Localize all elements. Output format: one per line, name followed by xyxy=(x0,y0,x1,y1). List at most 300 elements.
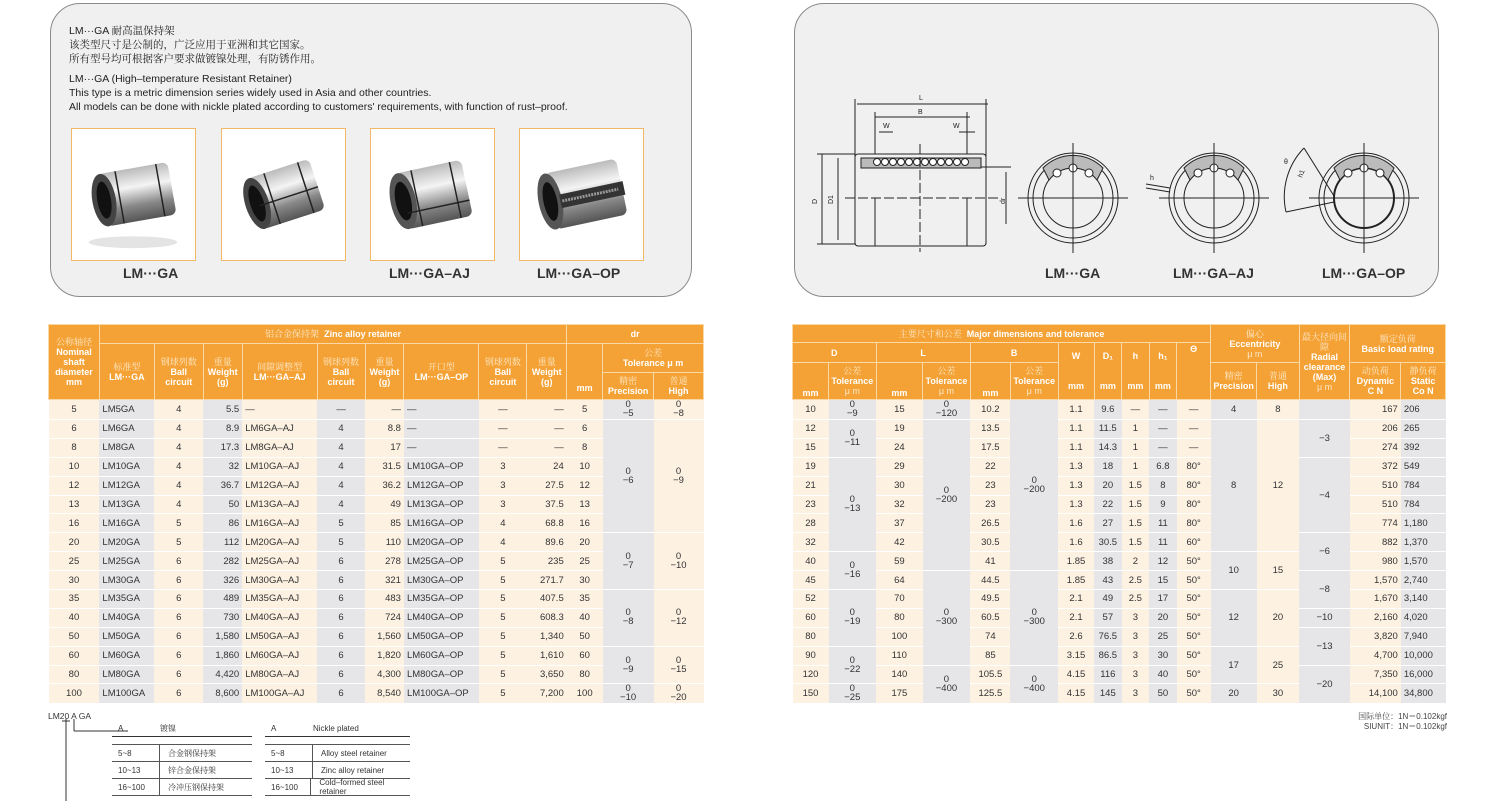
cell: 1.3 xyxy=(1058,495,1094,514)
dimensions-table-body xyxy=(793,400,1446,704)
col-D-tol: 公差 Tolerance μ m xyxy=(829,363,877,400)
cell: LM13GA xyxy=(99,495,154,514)
cell: — xyxy=(365,400,404,420)
cell: 8.8 xyxy=(365,420,404,439)
cell: 1,580 xyxy=(203,627,242,646)
cell: 4 xyxy=(317,438,365,457)
table-row xyxy=(49,684,704,704)
col-h1: h₁ mm xyxy=(1149,343,1177,400)
cell: 36.2 xyxy=(365,476,404,495)
table-row xyxy=(49,533,704,552)
cell: 372 xyxy=(1350,457,1401,476)
cell: 24 xyxy=(876,438,923,457)
cell: 6 xyxy=(317,571,365,590)
cell: 3,650 xyxy=(527,665,567,684)
cell: 50° xyxy=(1177,590,1211,609)
bearing-photo-ga-op xyxy=(519,128,644,261)
cell: 4 xyxy=(479,514,527,533)
cell: 4 xyxy=(479,533,527,552)
L-tolerance-cell: 0 −300 xyxy=(923,571,971,665)
cell: 1,570 xyxy=(1401,552,1446,571)
cell: — xyxy=(404,420,479,439)
cell: LM50GA–AJ xyxy=(242,627,317,646)
svg-text:h1: h1 xyxy=(1297,168,1307,179)
cell: 3,140 xyxy=(1401,590,1446,609)
col-ball: 钢球列数 Ball circuit xyxy=(154,344,203,400)
table-row xyxy=(49,646,704,665)
cell: 60 xyxy=(793,608,829,627)
unit-note-en: SIUNIT：1N＝0.102kgf xyxy=(1363,722,1447,731)
cell: 2.1 xyxy=(1058,608,1094,627)
unit-note xyxy=(1358,712,1447,732)
cell: 8,540 xyxy=(365,684,404,704)
D-tolerance-cell: 0 −11 xyxy=(829,420,877,458)
col-B: B xyxy=(970,343,1058,363)
cell: 5 xyxy=(479,608,527,627)
ecc-precision-cell: 4 xyxy=(1211,400,1257,420)
table-row xyxy=(793,571,1446,590)
cell: 4 xyxy=(317,495,365,514)
cell: 549 xyxy=(1401,457,1446,476)
cell: 40 xyxy=(49,608,100,627)
radial-clearance-cell: −8 xyxy=(1299,571,1350,609)
cell: 15 xyxy=(1149,571,1177,590)
cell: 3.15 xyxy=(1058,646,1094,665)
cell: 321 xyxy=(365,571,404,590)
cell: LM25GA–OP xyxy=(404,552,479,571)
radial-clearance-cell xyxy=(1299,400,1350,420)
cell: 37 xyxy=(876,514,923,533)
cell: 50° xyxy=(1177,552,1211,571)
cell: — xyxy=(1177,420,1211,439)
svg-text:D1: D1 xyxy=(828,195,835,204)
col-std: 标准型 LM···GA xyxy=(99,344,154,400)
cell: 5 xyxy=(567,400,603,420)
cell: 13 xyxy=(567,495,603,514)
ecc-precision-cell: 10 xyxy=(1211,552,1257,590)
cell: 49 xyxy=(1094,590,1122,609)
cell: 6 xyxy=(154,646,203,665)
cell: 40 xyxy=(1149,665,1177,684)
table-row xyxy=(49,400,704,420)
cell: 12 xyxy=(1149,552,1177,571)
cell: 17.5 xyxy=(970,438,1010,457)
cell: 4.15 xyxy=(1058,665,1094,684)
cell: 64 xyxy=(876,571,923,590)
dr-high-cell: 0 −9 xyxy=(654,420,704,533)
cell: 1.5 xyxy=(1122,514,1150,533)
cell: — xyxy=(1177,438,1211,457)
cell: 31.5 xyxy=(365,457,404,476)
cell: 10 xyxy=(567,457,603,476)
col-tolerance: 公差 Tolerance μ m xyxy=(603,344,704,373)
cell: 489 xyxy=(203,590,242,609)
dr-precision-cell: 0 −9 xyxy=(603,646,654,684)
ecc-precision-cell: 8 xyxy=(1211,420,1257,552)
cell: 7,200 xyxy=(527,684,567,704)
cell: 3 xyxy=(479,476,527,495)
cell: 42 xyxy=(876,533,923,552)
cell: 274 xyxy=(1350,438,1401,457)
cell: 1,670 xyxy=(1350,590,1401,609)
col-D: D xyxy=(793,343,877,363)
cell: 80 xyxy=(567,665,603,684)
intro-description xyxy=(69,24,568,114)
L-tolerance-cell: 0 −120 xyxy=(923,400,971,420)
cell: 730 xyxy=(203,608,242,627)
cell: 265 xyxy=(1401,420,1446,439)
cell: 1.1 xyxy=(1058,420,1094,439)
cell: LM12GA xyxy=(99,476,154,495)
cell: 35 xyxy=(49,590,100,609)
cell: 28 xyxy=(793,514,829,533)
cell: 5 xyxy=(49,400,100,420)
cell: 68.8 xyxy=(527,514,567,533)
cell: 5 xyxy=(317,533,365,552)
cell: LM40GA xyxy=(99,608,154,627)
cell: 41 xyxy=(970,552,1010,571)
col-weight: 重量 Weight (g) xyxy=(203,344,242,400)
cell: 5.5 xyxy=(203,400,242,420)
cell: 2,160 xyxy=(1350,608,1401,627)
drawing-caption-ga: LM···GA xyxy=(1045,265,1101,281)
cell: 30.5 xyxy=(970,533,1010,552)
col-theta: Θ xyxy=(1177,343,1211,400)
table-row xyxy=(49,420,704,439)
cell: 784 xyxy=(1401,495,1446,514)
radial-clearance-cell: −3 xyxy=(1299,420,1350,458)
col-D1: D₁ mm xyxy=(1094,343,1122,400)
model-code: LM20 A GA xyxy=(48,711,91,721)
cell: 60.5 xyxy=(970,608,1010,627)
cell: 3 xyxy=(1122,646,1150,665)
col-load-rating: 额定负荷 Basic load rating xyxy=(1350,325,1446,363)
col-weight: 重量 Weight (g) xyxy=(365,344,404,400)
cell: LM16GA–AJ xyxy=(242,514,317,533)
caption-ga: LM···GA xyxy=(123,265,179,281)
cell: 24 xyxy=(527,457,567,476)
ecc-precision-cell: 17 xyxy=(1211,646,1257,684)
cell: LM100GA–OP xyxy=(404,684,479,704)
intro-en-line: All models can be done with nickle plated according to customers' requirements, with function of rust–proof. xyxy=(69,101,568,113)
cell: 1 xyxy=(1122,420,1150,439)
cell: 74 xyxy=(970,627,1010,646)
cell: 510 xyxy=(1350,476,1401,495)
cell: LM20GA xyxy=(99,533,154,552)
cell: 50 xyxy=(567,627,603,646)
cell: 49 xyxy=(365,495,404,514)
caption-ga-aj: LM···GA–AJ xyxy=(389,265,470,281)
group-dr: dr xyxy=(567,325,704,344)
cell: 3 xyxy=(1122,665,1150,684)
L-tolerance-cell: 0 −200 xyxy=(923,420,971,571)
cell: 3 xyxy=(1122,627,1150,646)
col-nominal: 公称轴径 Nominal shaft diameter mm xyxy=(49,325,100,400)
intro-en-title: LM···GA (High–temperature Resistant Retainer) xyxy=(69,73,292,85)
cell: 4,020 xyxy=(1401,608,1446,627)
cell: LM30GA xyxy=(99,571,154,590)
cell: 1.6 xyxy=(1058,514,1094,533)
cell: 1,860 xyxy=(203,646,242,665)
cell: 70 xyxy=(876,590,923,609)
cell: 4 xyxy=(154,476,203,495)
cell: 110 xyxy=(876,646,923,665)
table-row xyxy=(793,627,1446,646)
cell: LM50GA xyxy=(99,627,154,646)
cell: LM80GA–OP xyxy=(404,665,479,684)
intro-cn-title: LM···GA 耐高温保持架 xyxy=(69,25,175,37)
cell: LM8GA xyxy=(99,438,154,457)
cell: 6 xyxy=(154,665,203,684)
cell: 5 xyxy=(479,665,527,684)
cell: 21 xyxy=(793,476,829,495)
cell: 30 xyxy=(567,571,603,590)
cell: 3 xyxy=(1122,684,1150,704)
cell: 52 xyxy=(793,590,829,609)
cell: 80° xyxy=(1177,476,1211,495)
cell: 145 xyxy=(1094,684,1122,704)
cell: 125.5 xyxy=(970,684,1010,704)
cell: 37.5 xyxy=(527,495,567,514)
cell: 278 xyxy=(365,552,404,571)
cell: 13 xyxy=(49,495,100,514)
cell: 2.5 xyxy=(1122,590,1150,609)
intro-cn-line: 所有型号均可根据客户要求做镀镍处理，有防锈作用。 xyxy=(69,53,321,65)
bearing-photo-ga xyxy=(71,128,196,261)
svg-text:B: B xyxy=(918,109,923,116)
cell: 1 xyxy=(1122,438,1150,457)
dr-high-cell: 0 −10 xyxy=(654,533,704,590)
cell: LM12GA–AJ xyxy=(242,476,317,495)
cell: 12 xyxy=(567,476,603,495)
cell: 3 xyxy=(479,457,527,476)
cell: 12 xyxy=(49,476,100,495)
svg-text:h: h xyxy=(1150,175,1154,182)
cell: — xyxy=(404,400,479,420)
svg-text:L: L xyxy=(919,95,923,102)
cell: 1,610 xyxy=(527,646,567,665)
cell: 140 xyxy=(876,665,923,684)
cell: — xyxy=(1149,400,1177,420)
ecc-high-cell: 20 xyxy=(1257,590,1299,647)
cell: 25 xyxy=(1149,627,1177,646)
retainer-table-body xyxy=(49,400,704,704)
cell: 1,180 xyxy=(1401,514,1446,533)
cell: 120 xyxy=(793,665,829,684)
L-tolerance-cell: 0 −400 xyxy=(923,665,971,704)
cell: 9.6 xyxy=(1094,400,1122,420)
radial-clearance-cell: −10 xyxy=(1299,608,1350,627)
cell: 50° xyxy=(1177,571,1211,590)
cell: 1,820 xyxy=(365,646,404,665)
cell: LM80GA–AJ xyxy=(242,665,317,684)
drawing-caption-ga-op: LM···GA–OP xyxy=(1322,265,1406,281)
cell: — xyxy=(479,420,527,439)
cell: 6 xyxy=(567,420,603,439)
cell: 20 xyxy=(1094,476,1122,495)
table-row xyxy=(793,420,1446,439)
cell: LM10GA–OP xyxy=(404,457,479,476)
cell: 50° xyxy=(1177,684,1211,704)
cell: LM16GA xyxy=(99,514,154,533)
bearing-photo-ga-aj xyxy=(370,128,495,261)
cell: 17.3 xyxy=(203,438,242,457)
cell: 14,100 xyxy=(1350,684,1401,704)
col-B-mm: mm xyxy=(970,363,1010,400)
cell: 980 xyxy=(1350,552,1401,571)
col-D-mm: mm xyxy=(793,363,829,400)
cell: — xyxy=(527,420,567,439)
cell: 175 xyxy=(876,684,923,704)
cell: 4,700 xyxy=(1350,646,1401,665)
cell: LM35GA–OP xyxy=(404,590,479,609)
cell: LM35GA xyxy=(99,590,154,609)
cell: 326 xyxy=(203,571,242,590)
cell: 17 xyxy=(1149,590,1177,609)
dimensions-table xyxy=(792,324,1446,704)
col-precision: 精密 Precision xyxy=(603,373,654,400)
col-aj: 间隙调整型 LM···GA–AJ xyxy=(242,344,317,400)
svg-text:dr: dr xyxy=(1000,197,1007,204)
cell: LM10GA xyxy=(99,457,154,476)
cell: 30 xyxy=(1149,646,1177,665)
cell: LM40GA–AJ xyxy=(242,608,317,627)
cell: 23 xyxy=(793,495,829,514)
col-dr-mm: mm xyxy=(567,344,603,400)
cell: 16 xyxy=(49,514,100,533)
ecc-high-cell: 12 xyxy=(1257,420,1299,552)
cell: 6 xyxy=(154,571,203,590)
cell: 8 xyxy=(567,438,603,457)
B-tolerance-cell: 0 −200 xyxy=(1010,400,1058,571)
cell: 1.1 xyxy=(1058,400,1094,420)
group-major-dimensions: 主要尺寸和公差 Major dimensions and tolerance xyxy=(793,325,1211,343)
cell: 85 xyxy=(970,646,1010,665)
cell: 7,350 xyxy=(1350,665,1401,684)
cell: 25 xyxy=(567,552,603,571)
cell: 608.3 xyxy=(527,608,567,627)
cell: LM16GA–OP xyxy=(404,514,479,533)
cell: 50 xyxy=(203,495,242,514)
cell: 23 xyxy=(970,495,1010,514)
cell: 5 xyxy=(154,533,203,552)
cell: 6 xyxy=(154,627,203,646)
table-row xyxy=(793,608,1446,627)
cell: 392 xyxy=(1401,438,1446,457)
cell: 8 xyxy=(49,438,100,457)
cell: 30 xyxy=(49,571,100,590)
dr-precision-cell: 0 −7 xyxy=(603,533,654,590)
cell: 724 xyxy=(365,608,404,627)
cell: 50 xyxy=(1149,684,1177,704)
cell: 1.5 xyxy=(1122,533,1150,552)
svg-text:W: W xyxy=(953,123,960,130)
cell: LM60GA xyxy=(99,646,154,665)
cell: — xyxy=(1149,420,1177,439)
cell: — xyxy=(527,438,567,457)
dr-high-cell: 0 −8 xyxy=(654,400,704,420)
caption-ga-op: LM···GA–OP xyxy=(537,265,621,281)
cell: 17 xyxy=(365,438,404,457)
col-high: 普通 High xyxy=(654,373,704,400)
cell: 407.5 xyxy=(527,590,567,609)
cell: 235 xyxy=(527,552,567,571)
cell: 80° xyxy=(1177,495,1211,514)
cell: 271.7 xyxy=(527,571,567,590)
cell: 150 xyxy=(793,684,829,704)
col-radial-clearance: 最大径向间隙 Radial clearance (Max) μ m xyxy=(1299,325,1350,400)
cell: LM10GA–AJ xyxy=(242,457,317,476)
dr-high-cell: 0 −12 xyxy=(654,590,704,647)
cell: — xyxy=(479,438,527,457)
cell: 40 xyxy=(567,608,603,627)
col-L-tol: 公差 Tolerance μ m xyxy=(923,363,971,400)
cell: 57 xyxy=(1094,608,1122,627)
cell: 4,420 xyxy=(203,665,242,684)
cell: 80° xyxy=(1177,457,1211,476)
table-row xyxy=(793,400,1446,420)
cell: — xyxy=(1149,438,1177,457)
cell: 8,600 xyxy=(203,684,242,704)
cell: 40 xyxy=(793,552,829,571)
cell: 6 xyxy=(317,665,365,684)
cell: 19 xyxy=(876,420,923,439)
cell: LM30GA–AJ xyxy=(242,571,317,590)
cell: 167 xyxy=(1350,400,1401,420)
cell: 3 xyxy=(1122,608,1150,627)
cell: 2.1 xyxy=(1058,590,1094,609)
cell: 50° xyxy=(1177,665,1211,684)
cell: 14.3 xyxy=(1094,438,1122,457)
cell: 3 xyxy=(479,495,527,514)
cell: 1.5 xyxy=(1122,495,1150,514)
cell: 34,800 xyxy=(1401,684,1446,704)
code-table-en: A Nickle plated 5~8 Alloy steel retainer 10~13 Zinc alloy retainer 16~100 Cold–formed steel retainer xyxy=(265,720,410,796)
cell: LM6GA xyxy=(99,420,154,439)
cell: 12 xyxy=(793,420,829,439)
cell: 1,340 xyxy=(527,627,567,646)
cell: 11.5 xyxy=(1094,420,1122,439)
intro-panel xyxy=(50,3,692,297)
cell: LM25GA xyxy=(99,552,154,571)
cell: 112 xyxy=(203,533,242,552)
cell: 5 xyxy=(317,514,365,533)
cell: 1.85 xyxy=(1058,552,1094,571)
col-B-tol: 公差 Tolerance μ m xyxy=(1010,363,1058,400)
cell: 80 xyxy=(793,627,829,646)
cell: 110 xyxy=(365,533,404,552)
dr-high-cell: 0 −20 xyxy=(654,684,704,704)
cell: 32 xyxy=(203,457,242,476)
table-row xyxy=(793,665,1446,684)
cell: 90 xyxy=(793,646,829,665)
bearing-photo-ga-alt xyxy=(221,128,346,261)
cell: 4 xyxy=(154,457,203,476)
cell: 22 xyxy=(1094,495,1122,514)
cell: — xyxy=(479,400,527,420)
ecc-precision-cell: 12 xyxy=(1211,590,1257,647)
cell: 510 xyxy=(1350,495,1401,514)
cell: LM50GA–OP xyxy=(404,627,479,646)
cell: 10 xyxy=(793,400,829,420)
cell: 8 xyxy=(1149,476,1177,495)
cell: 20 xyxy=(567,533,603,552)
cell: 10 xyxy=(49,457,100,476)
cell: 50 xyxy=(49,627,100,646)
cell: 1.3 xyxy=(1058,457,1094,476)
cell: 6 xyxy=(317,552,365,571)
cell: — xyxy=(404,438,479,457)
